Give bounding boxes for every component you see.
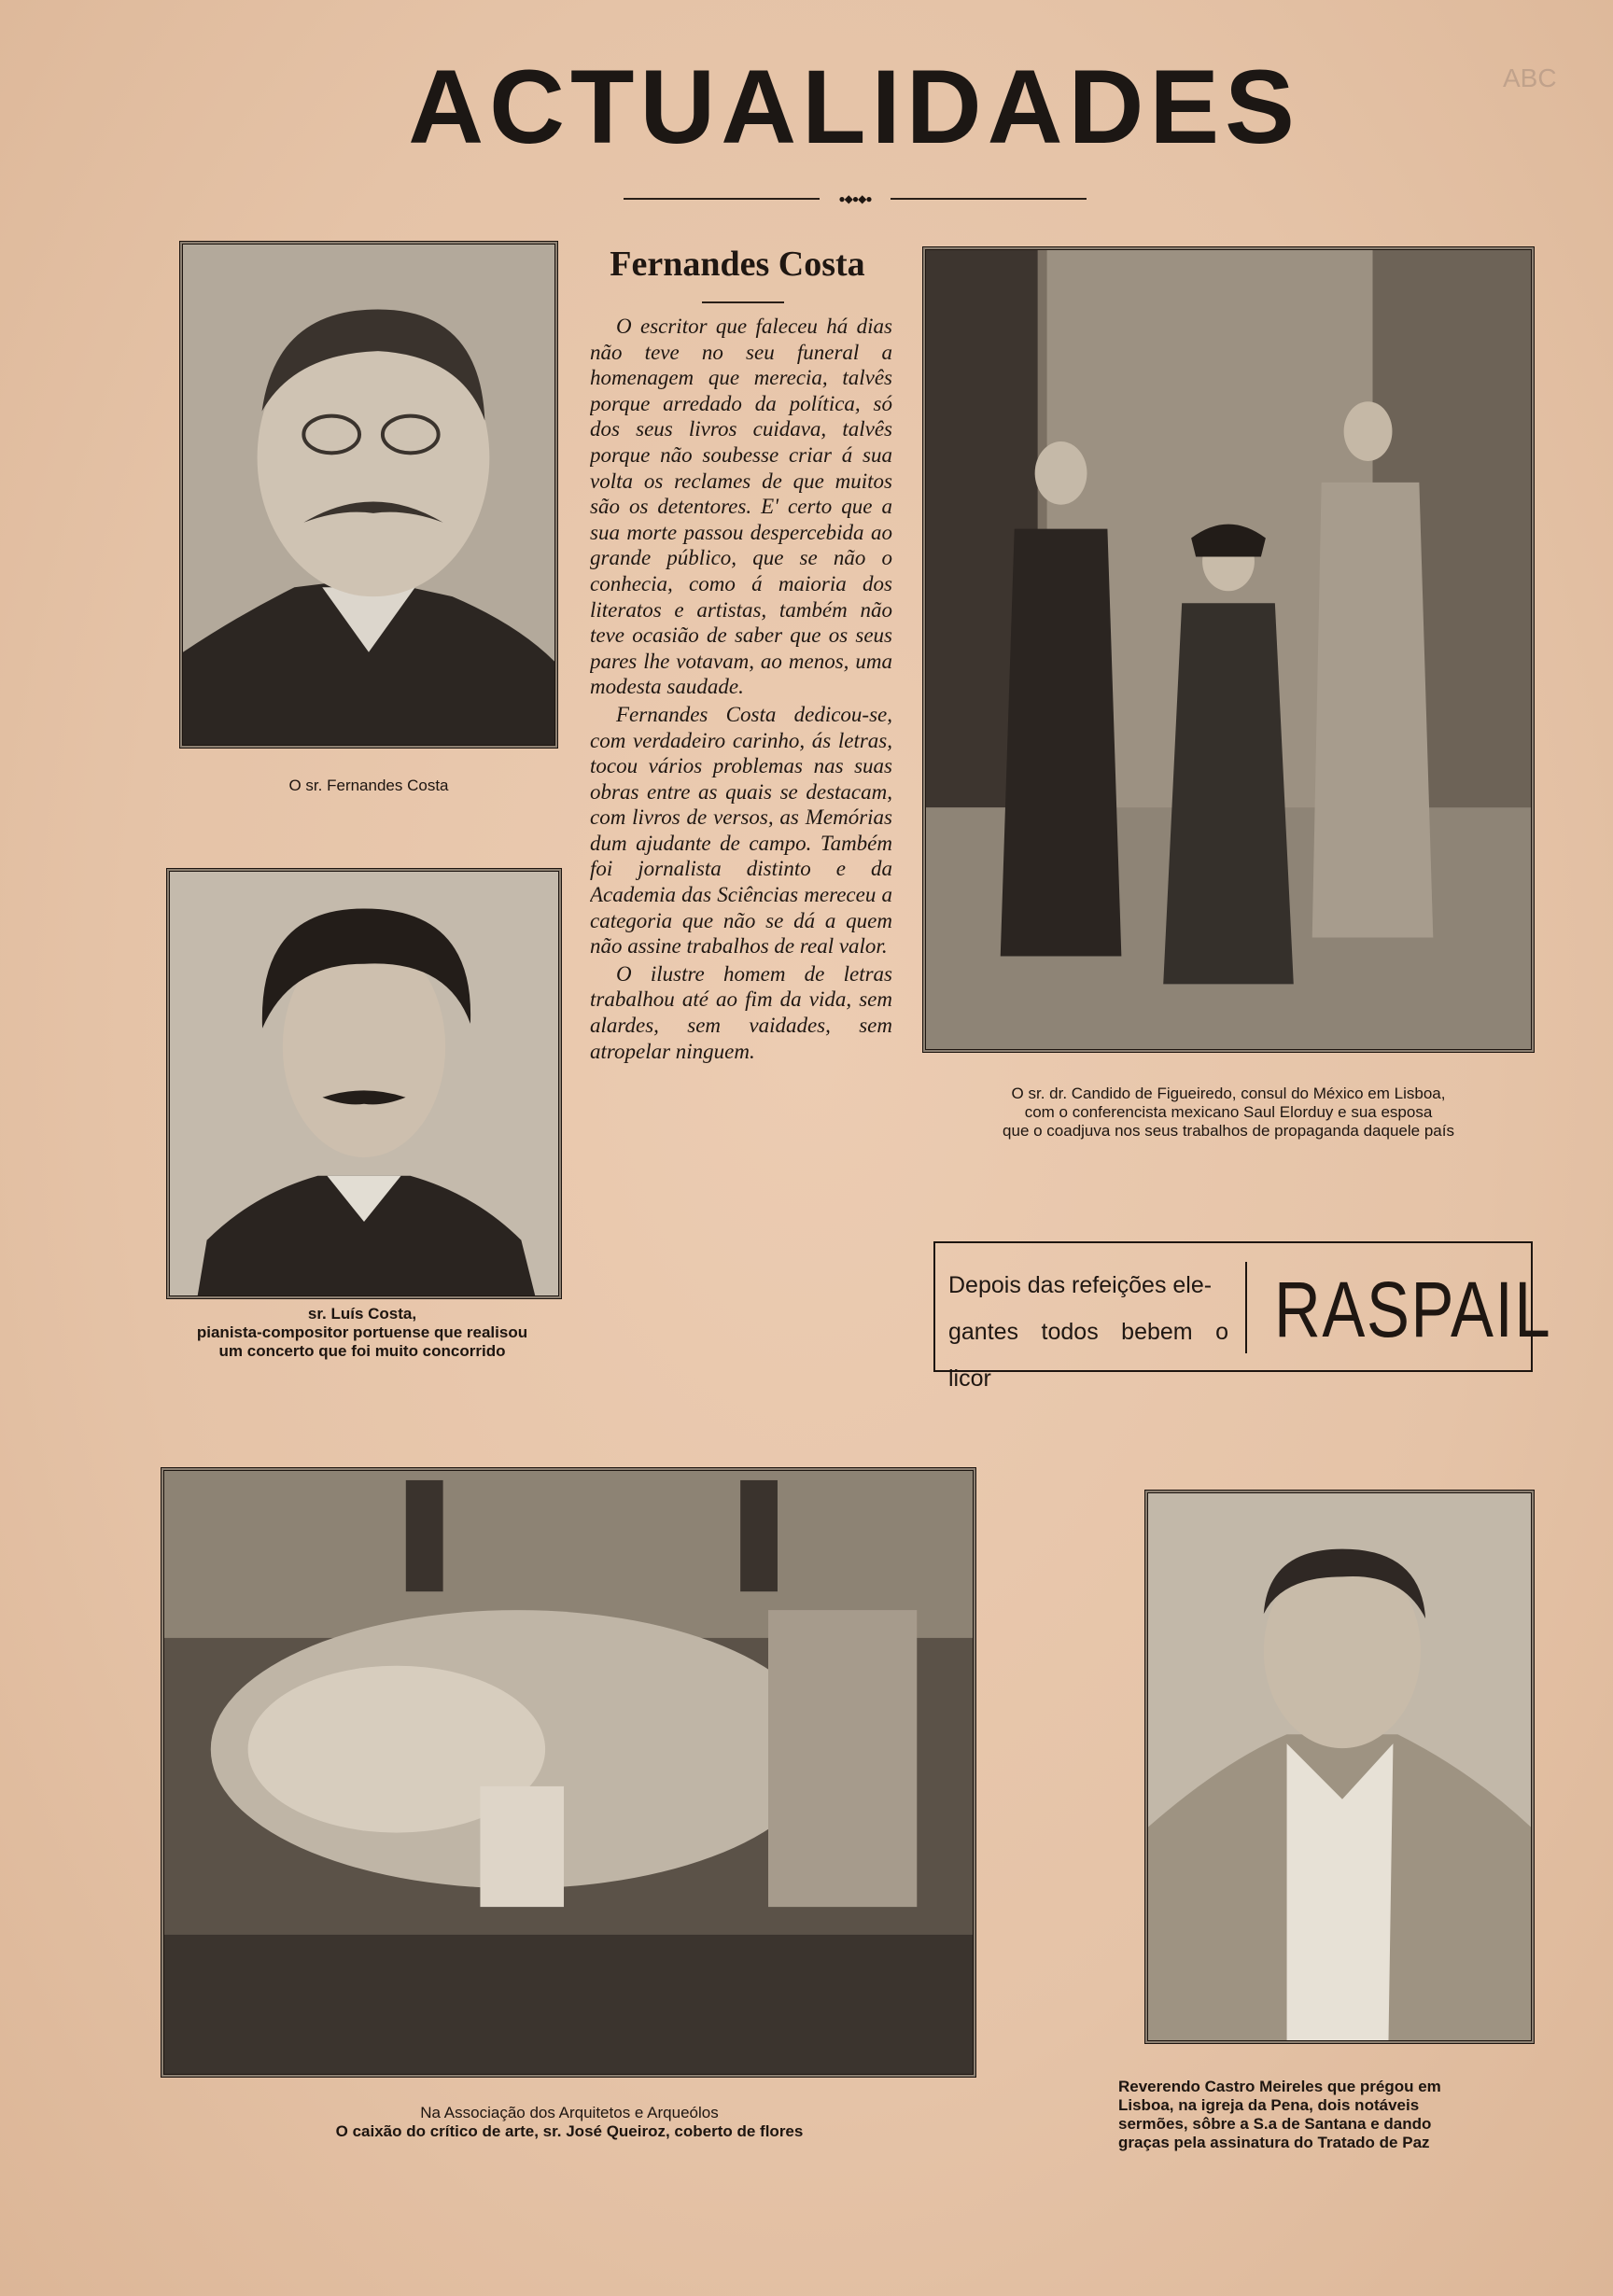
ad-line: Depois das refeições ele- bbox=[948, 1272, 1213, 1298]
bleed-through-text: ABC bbox=[1503, 63, 1557, 92]
caption-reverendo bbox=[1118, 2078, 1536, 2162]
article-paragraph: O escritor que faleceu há dias não teve no seu funeral a homenagem que merecia, talvês porque arredado da política, só dos seus livros cuidava, talvês porque não soubesse criar á sua volta os reclames de que muitos são os detentores. E' certo que a sua morte passou despercebida ao grande público, que se não o conhecia, como á maioria dos literatos e artistas, também não teve ocasião de saber que os seus pares lhe votavam, ao menos, uma modesta saudade. bbox=[590, 315, 892, 699]
caption-luis-costa bbox=[157, 1305, 568, 1370]
portrait-reverendo-castro-meireles bbox=[1144, 1490, 1535, 2044]
caption-line: Lisboa, na igreja da Pena, dois notáveis bbox=[1118, 2096, 1420, 2114]
caption-line: que o coadjuva nos seus trabalhos de propaganda daquele país bbox=[1003, 1122, 1454, 1140]
caption-line: pianista-compositor portuense que realisou bbox=[196, 1323, 528, 1341]
caption-line: sr. Luís Costa, bbox=[307, 1305, 417, 1323]
advertisement-raspail bbox=[933, 1241, 1552, 1392]
caption-line: O caixão do crítico de arte, sr. José Queiroz, coberto de flores bbox=[335, 2122, 804, 2140]
caption-line: um concerto que foi muito concorrido bbox=[218, 1342, 506, 1360]
article-body bbox=[590, 314, 892, 1387]
article-paragraph: O ilustre homem de letras trabalhou até ao fim da vida, sem alardes, sem vaidades, sem atropelar ninguem. bbox=[590, 961, 892, 1063]
photo-consul-group bbox=[922, 246, 1535, 1053]
masthead-title: ACTUALIDADES bbox=[408, 49, 1300, 165]
caption-line: com o conferencista mexicano Saul Elorduy e sua esposa bbox=[1024, 1103, 1433, 1121]
article-title: Fernandes Costa bbox=[610, 245, 865, 284]
caption-line: Na Associação dos Arquitetos e Arqueólos bbox=[420, 2104, 719, 2121]
portrait-fernandes-costa bbox=[179, 241, 558, 749]
caption-line: Reverendo Castro Meireles que prégou em bbox=[1118, 2078, 1441, 2095]
caption-line: sermões, sôbre a S.a de Santana e dando bbox=[1118, 2115, 1432, 2133]
caption-consul bbox=[922, 1085, 1535, 1146]
portrait-luis-costa bbox=[166, 868, 562, 1299]
ad-line: gantes todos bebem o licor bbox=[948, 1319, 1228, 1392]
caption-fernandes-costa: O sr. Fernandes Costa bbox=[288, 777, 449, 794]
ad-brand: RASPAIL bbox=[1274, 1266, 1552, 1353]
caption-line: O sr. dr. Candido de Figueiredo, consul do México em Lisboa, bbox=[1011, 1085, 1446, 1102]
article-paragraph: Fernandes Costa dedicou-se, com verdadeiro carinho, ás letras, tocou vários problemas nas suas obras entre as quais se destacam, com livros de versos, as Memórias dum ajudante de campo. Também foi jornalista distinto e da Academia das Sciências mereceu a categoria que não se dá a quem não assine trabalhos de real valor. bbox=[590, 702, 892, 959]
caption-line: graças pela assinatura do Tratado de Paz bbox=[1118, 2134, 1430, 2151]
title-rule bbox=[702, 301, 784, 303]
photo-coffin-flowers bbox=[161, 1467, 976, 2078]
ad-lead-text bbox=[948, 1262, 1228, 1392]
ornamental-rule: ●◆●◆● bbox=[624, 192, 1087, 205]
ad-divider bbox=[1245, 1262, 1247, 1353]
caption-coffin bbox=[233, 2104, 905, 2147]
